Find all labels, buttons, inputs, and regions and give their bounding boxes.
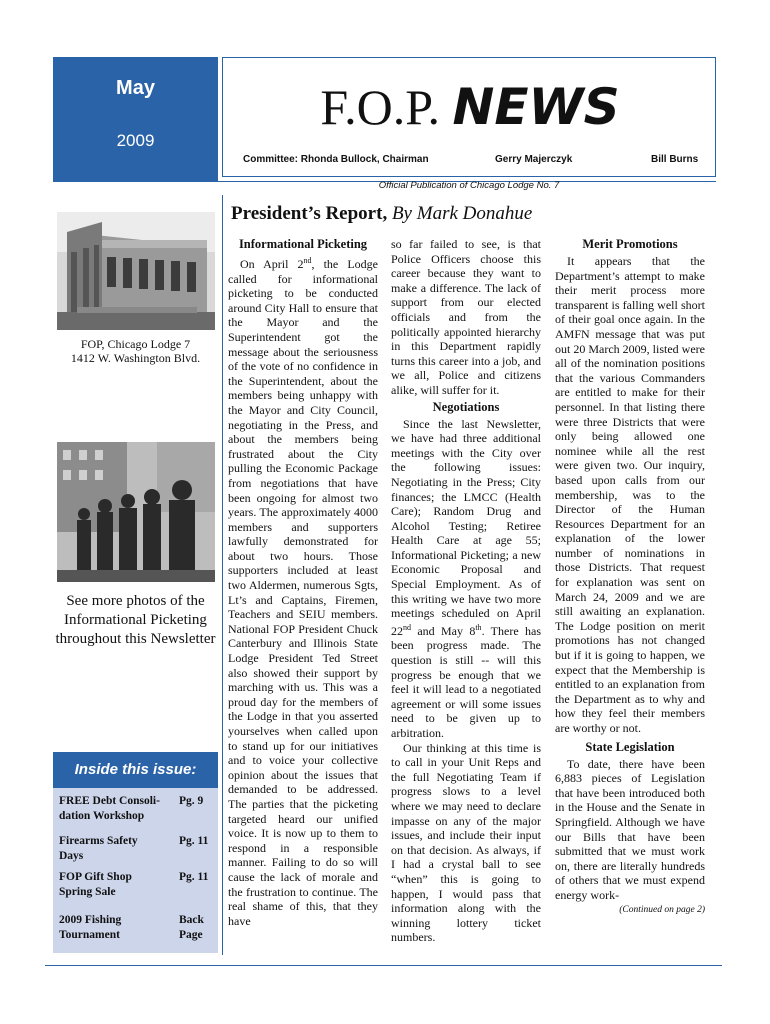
inside-item-page: Pg. 11 (179, 871, 209, 883)
photo1-caption-line1: FOP, Chicago Lodge 7 (80, 337, 191, 351)
article-column-3 (555, 237, 705, 917)
superscript: nd (303, 256, 312, 265)
committee-chair: Committee: Rhonda Bullock, Chairman (243, 154, 429, 165)
text-run: Since the last Newsletter, we have had three additional meetings with the City over the following issues: Negotiating in the Press; City finances; the LMCC (Health Care); Random Drug and Alcohol Testing; Retiree Health Care at age 55; Informational Picketing; a new Economic Proposal and Special Employment. As of this writing we have two more meetings scheduled on April 22 (391, 416, 541, 638)
headline-title: President’s Report, (231, 203, 388, 224)
inside-item-page: Back Page (179, 914, 204, 941)
superscript: nd (403, 622, 411, 632)
section-heading-merit: Merit Promotions (582, 237, 678, 251)
section-heading-negotiations: Negotiations (432, 399, 500, 414)
paragraph-picketing (228, 254, 378, 928)
title-news: NEWS (452, 78, 620, 136)
article-column-2 (391, 237, 541, 945)
inside-item-title: 2009 Fishing Tournament (59, 914, 122, 941)
official-publication-line: Official Publication of Chicago Lodge No. 7 (378, 180, 560, 191)
photo1-caption-line2: 1412 W. Washington Blvd. (70, 351, 201, 365)
committee-member-majerczyk: Gerry Majerczyk (495, 154, 573, 165)
text-run: and May 8 (411, 623, 476, 638)
masthead-title-box (222, 57, 716, 177)
headline-byline: By Mark Donahue (391, 203, 533, 224)
issue-year: 2009 (116, 131, 155, 150)
photo-note: See more photos of the Informational Picketing throughout this Newsletter (55, 593, 216, 647)
article-column-1 (228, 237, 378, 928)
superscript: th (475, 622, 482, 632)
paragraph-legislation: To date, there have been 6,883 pieces of Legislation that have been introduced both in the House and the Senate in Springfield. Although we have our Bills that have been submitted that we must work on, there are literally hundreds of others that we must expend energy work- (555, 756, 705, 902)
paragraph-negotiations (391, 417, 541, 741)
inside-item-title: FREE Debt Consoli-dation Workshop (59, 795, 160, 822)
paragraph-continued: so far failed to see, is that Police Officers choose this career because they want to make a difference. The lack of support from our elected officials and from the politically appointed hierarchy in this Department rapidly turns this career into a job, and we all, Police and citizens alike, will suffer for it. (391, 237, 541, 397)
bottom-rule (45, 965, 722, 966)
committee-member-burns: Bill Burns (651, 154, 699, 165)
text-run: , the Lodge called for informational picketing to be conducted around City Hall to ensure that the Mayor and the Superintendent got the message about the seriousness of the vote of no confidence in the Superintendent, about the members being unhappy with the Mayor and City Council, negotiating in the Press, and about the members being frustrated about the City pulling the Economic Package from negotiations that have been ongoing for almost two years. The approximately 4000 members and supporters lawfully demonstrated for about two hours. Those supporters included at least two Aldermen, numerous Sgts, Lt’s and Captains, Firemen, Teachers and SEIU members. (228, 257, 378, 622)
article-headline (231, 203, 532, 225)
newsletter-title (223, 78, 717, 136)
title-fop: F.O.P. (320, 79, 440, 135)
inside-item-title: Firearms Safety Days (59, 835, 138, 862)
continued-note: (Continued on page 2) (619, 904, 705, 915)
issue-month: May (116, 77, 155, 99)
section-heading-legislation: State Legislation (585, 739, 675, 754)
text-run: National FOP President Chuck Canterbury and Illinois State Lodge President Ted Street also showed their support by marching with us. This was a proud day for the members of the Lodge in that you asserted yourselves when called upon to stand up for our initiatives and to voice your collective opinion about the issues that demanded to be addressed. The parties that the picketing targeted heard our unified voice. It is now up to them to respond in a responsible manner. Failing to do so will cause the lack of morale and the frustration to continue. The real shame of this, that they have (228, 621, 378, 928)
inside-issue-list (53, 788, 218, 953)
column-divider (222, 195, 223, 955)
inside-item-title: FOP Gift Shop Spring Sale (59, 871, 132, 898)
inside-item-page: Pg. 11 (179, 835, 209, 847)
text-run: . There has been progress made. The question is still -- will this progress be enough that we feel it will lead to a negotiated agreement or will some issues need to be given up to arbitration. (391, 623, 541, 740)
paragraph-thinking: Our thinking at this time is to call in your Unit Reps and the full Negotiating Team if progress slows to a level where we may need to declare impasse on any of the major issues, and include their input on that decision. As always, if I had a crystal ball to see “when” this is going to happen, I would pass that information along with the winning lottery ticket numbers. (391, 740, 541, 945)
text-run: On April 2 (240, 257, 304, 271)
picketing-photo (57, 442, 215, 582)
lodge-building-photo (57, 212, 215, 330)
section-heading-picketing: Informational Picketing (238, 237, 368, 251)
inside-item-page: Pg. 9 (179, 795, 204, 807)
paragraph-merit: It appears that the Department’s attempt to make their merit process more transparent is falling well short of their goal once again. In the AMFN message that was put out 20 March 2009, listed were all of the nomination positions that the various Commanders are entitled to make for their personnel. In that listing there were three Districts that were only being allowed one nominee while all the rest were given two. Our inquiry, based upon calls from our membership, was to the Director of the Human Resources Department for an explanation of the lower number of nominations in those Districts. That request for explanation was sent on March 24, 2009 and we are still awaiting an explanation. The Lodge position on merit promotions has not changed but if it is going to happen, we expect that the Membership is entitled to an explanation from the Department as to why and how they feel their members are worthy or not. (555, 254, 705, 735)
inside-issue-heading: Inside this issue: (53, 752, 218, 788)
date-box (53, 57, 218, 182)
